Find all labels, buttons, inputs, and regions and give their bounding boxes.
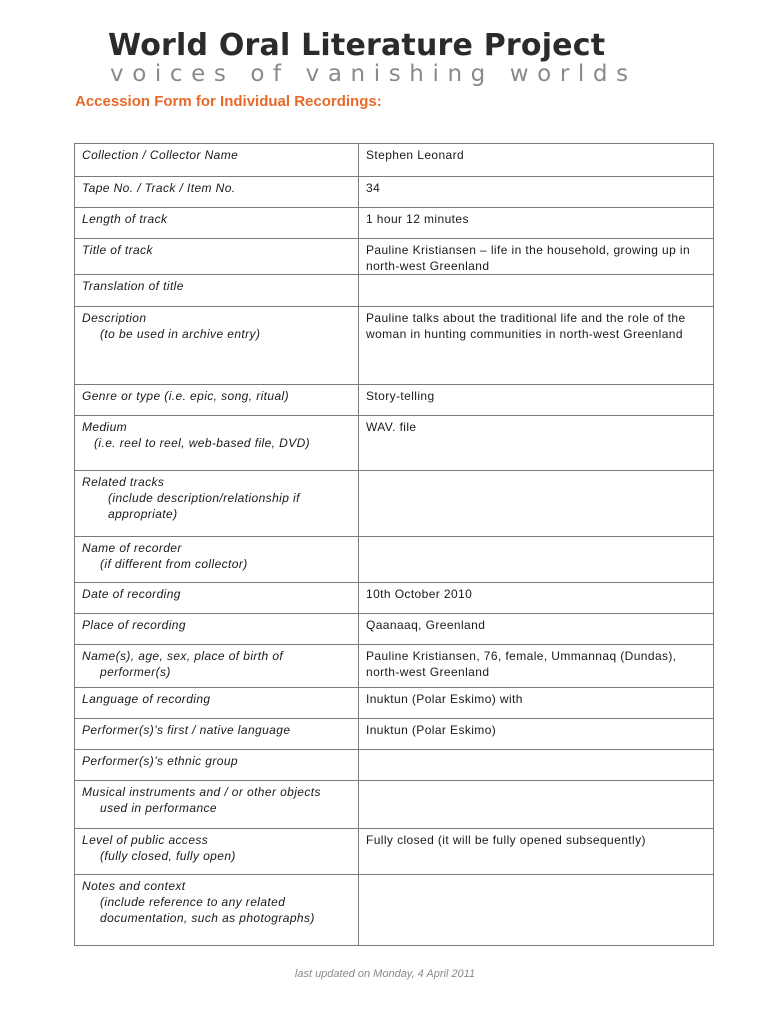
- table-row: [75, 614, 714, 645]
- logo-subtitle: voices of vanishing worlds: [110, 61, 637, 87]
- row-value: Pauline Kristiansen – life in the household, growing up in north-west Greenland: [359, 239, 714, 275]
- label-text: Name(s), age, sex, place of birth of: [82, 649, 284, 663]
- label-subtext: (fully closed, fully open): [100, 849, 236, 863]
- table-row: [75, 583, 714, 614]
- row-value: Fully closed (it will be fully opened subsequently): [359, 829, 714, 875]
- label-text: Related tracks: [82, 475, 165, 489]
- label-text: Collection / Collector Name: [82, 148, 239, 162]
- row-value: WAV. file: [359, 416, 714, 471]
- row-label: [75, 781, 359, 829]
- row-value: Qaanaaq, Greenland: [359, 614, 714, 645]
- table-row: [75, 239, 714, 275]
- table-row: [75, 781, 714, 829]
- row-value: Inuktun (Polar Eskimo) with: [359, 688, 714, 719]
- table-row: [75, 208, 714, 239]
- row-label: [75, 239, 359, 275]
- row-label: [75, 614, 359, 645]
- row-value: [359, 750, 714, 781]
- row-value: Pauline Kristiansen, 76, female, Ummannaq (Dundas), north-west Greenland: [359, 645, 714, 688]
- row-value: [359, 471, 714, 537]
- label-text: Description: [82, 311, 147, 325]
- label-text: Notes and context: [82, 879, 186, 893]
- table-row: [75, 177, 714, 208]
- row-value: Inuktun (Polar Eskimo): [359, 719, 714, 750]
- table-row: [75, 307, 714, 385]
- row-label: [75, 177, 359, 208]
- row-value: Stephen Leonard: [359, 144, 714, 177]
- row-label: [75, 307, 359, 385]
- label-subtext: performer(s): [100, 665, 171, 679]
- label-subtext: (i.e. reel to reel, web-based file, DVD): [94, 436, 311, 450]
- table-row: [75, 750, 714, 781]
- label-text: Tape No. / Track / Item No.: [82, 181, 236, 195]
- table-row: [75, 829, 714, 875]
- row-label: [75, 208, 359, 239]
- label-text: Translation of title: [82, 279, 184, 293]
- table-row: [75, 688, 714, 719]
- row-label: [75, 471, 359, 537]
- row-value: [359, 875, 714, 946]
- row-label: [75, 750, 359, 781]
- row-label: [75, 537, 359, 583]
- last-updated-footer: last updated on Monday, 4 April 2011: [294, 968, 476, 980]
- logo-title: World Oral Literature Project: [108, 28, 606, 63]
- row-label: [75, 385, 359, 416]
- table-row: [75, 537, 714, 583]
- row-value: 10th October 2010: [359, 583, 714, 614]
- row-label: [75, 875, 359, 946]
- label-text: Language of recording: [82, 692, 211, 706]
- label-text: Musical instruments and / or other objects: [82, 785, 321, 799]
- row-value: [359, 275, 714, 307]
- row-label: [75, 416, 359, 471]
- row-value: Story-telling: [359, 385, 714, 416]
- form-heading: Accession Form for Individual Recordings:: [75, 93, 382, 110]
- row-label: [75, 688, 359, 719]
- label-subtext: (include description/relationship if appropriate): [108, 491, 300, 521]
- row-value: 34: [359, 177, 714, 208]
- label-text: Genre or type (i.e. epic, song, ritual): [82, 389, 290, 403]
- label-subtext: used in performance: [100, 801, 217, 815]
- label-text: Place of recording: [82, 618, 186, 632]
- table-row: [75, 471, 714, 537]
- table-row: [75, 144, 714, 177]
- table-row: [75, 385, 714, 416]
- label-text: Length of track: [82, 212, 168, 226]
- table-row: [75, 416, 714, 471]
- label-text: Date of recording: [82, 587, 181, 601]
- label-text: Title of track: [82, 243, 153, 257]
- label-text: Medium: [82, 420, 128, 434]
- accession-form-table: [74, 143, 714, 946]
- label-subtext: (include reference to any related documentation, such as photographs): [100, 895, 315, 925]
- row-label: [75, 144, 359, 177]
- label-text: Performer(s)’s first / native language: [82, 723, 291, 737]
- row-value: 1 hour 12 minutes: [359, 208, 714, 239]
- row-value: Pauline talks about the traditional life and the role of the woman in hunting communities in north-west Greenland: [359, 307, 714, 385]
- label-text: Performer(s)’s ethnic group: [82, 754, 238, 768]
- row-label: [75, 719, 359, 750]
- label-subtext: (to be used in archive entry): [100, 327, 261, 341]
- row-value: [359, 781, 714, 829]
- row-value: [359, 537, 714, 583]
- table-row: [75, 645, 714, 688]
- row-label: [75, 829, 359, 875]
- row-label: [75, 583, 359, 614]
- table-row: [75, 275, 714, 307]
- label-text: Name of recorder: [82, 541, 182, 555]
- label-subtext: (if different from collector): [100, 557, 248, 571]
- row-label: [75, 645, 359, 688]
- label-text: Level of public access: [82, 833, 209, 847]
- table-row: [75, 719, 714, 750]
- table-row: [75, 875, 714, 946]
- row-label: [75, 275, 359, 307]
